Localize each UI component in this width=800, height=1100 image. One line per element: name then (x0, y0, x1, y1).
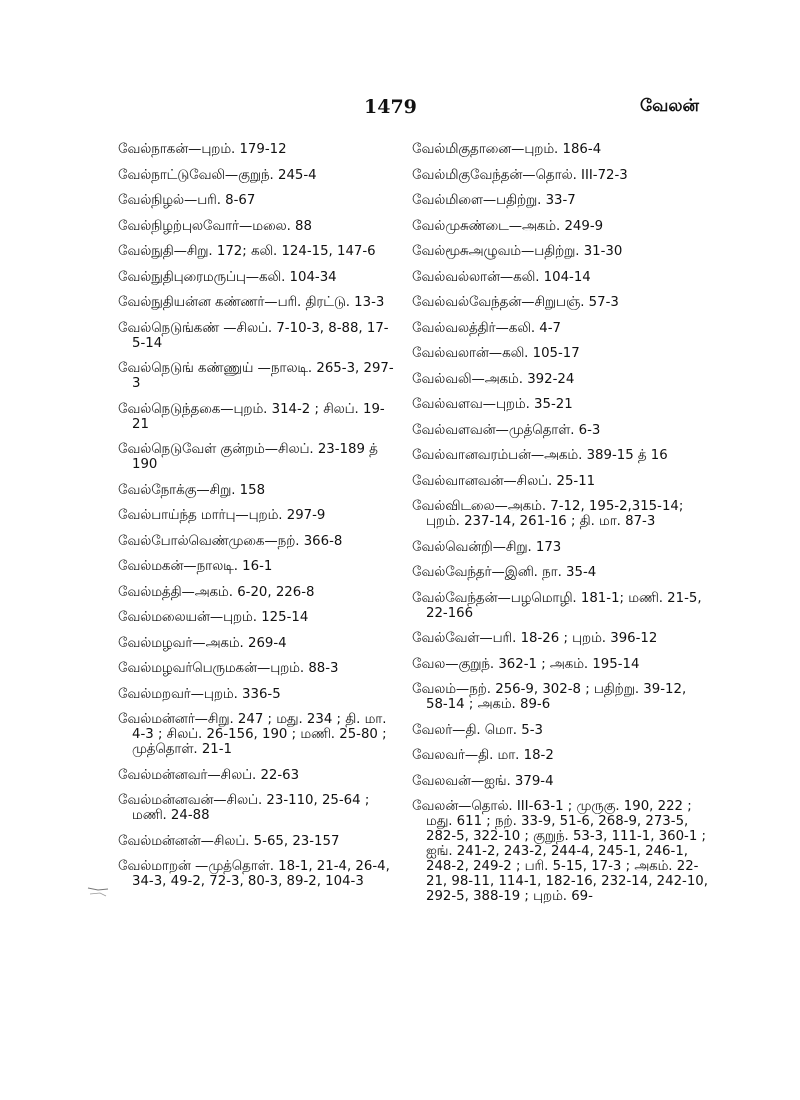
index-entry: வேல்விடலை—அகம். 7-12, 195-2,315-14; புறம். 237-14, 261-16 ; தி. மா. 87-3 (412, 499, 684, 529)
index-entry: வேல்மன்னன்—சிலப். 5-65, 23-157 (118, 833, 340, 849)
index-entry: வேல்மழவர்—அகம். 269-4 (118, 635, 287, 651)
index-entry: வேல்மிகுவேந்தன்—தொல். III-72-3 (412, 167, 628, 183)
left-column (118, 142, 400, 900)
index-entry: வேல்வானவரம்பன்—அகம். 389-15 த் 16 (412, 448, 668, 463)
guide-word: வேலன் (640, 96, 699, 116)
index-entry: வேலன்—தொல். III-63-1 ; முருகு. 190, 222 ; மது. 611 ; நற். 33-9, 51-6, 268-9, 273-5, 282-5, 322-10 ; குறுந். 53-3, 111-1, 360-1 ; ஐங். 241-2, 243-2, 244-4, 245-1, 246-1, 248-2, 249-2 ; பரி. 5-15, 17-3 ; அகம். 22-21, 98-11, 114-1, 182-16, 232-14, 242-10, 292-5, 388-19 ; புறம். 69- (412, 799, 708, 904)
pencil-mark (86, 880, 112, 902)
index-entry: வேல்மன்னவர்—சிலப். 22-63 (118, 767, 300, 783)
index-entry: வேல்மிளை—பதிற்று. 33-7 (412, 193, 576, 208)
index-entry: வேல்நெடுங் கண்ணுய் —நாலடி. 265-3, 297-3 (118, 361, 394, 391)
index-entry: வேல்வலான்—கலி. 105-17 (412, 346, 580, 361)
index-entry: வேல்போல்வெண்முகை—நற். 366-8 (118, 533, 343, 549)
index-entry: வேல்நாட்டுவேலி—குறுந். 245-4 (118, 167, 317, 183)
index-entry: வேலவன்—ஐங். 379-4 (412, 773, 554, 789)
index-entry: வேல்வளவன்—முத்தொள். 6-3 (412, 422, 601, 438)
index-entry: வேலர்—தி. மொ. 5-3 (412, 722, 543, 738)
index-entry: வேல்நெடுந்தகை—புறம். 314-2 ; சிலப். 19-21 (118, 401, 385, 432)
index-entry: வேல்நோக்கு—சிறு. 158 (118, 482, 266, 498)
index-entry: வேல்வளவ—புறம். 35-21 (412, 397, 573, 412)
index-entry: வேல்மழவர்பெருமகன்—புறம். 88-3 (118, 661, 339, 676)
index-entry: வேலவர்—தி. மா. 18-2 (412, 748, 554, 763)
index-entry: வேல்மறவர்—புறம். 336-5 (118, 686, 281, 702)
index-entry: வேல்வேள்—பரி. 18-26 ; புறம். 396-12 (412, 631, 658, 646)
index-entry: வேல்மலையன்—புறம். 125-14 (118, 610, 309, 625)
right-column (412, 142, 712, 915)
index-entry: வேல்நிழல்—பரி. 8-67 (118, 193, 256, 208)
index-entry: வேல்மகன்—நாலடி. 16-1 (118, 559, 273, 574)
index-entry: வேல்நாகன்—புறம். 179-12 (118, 142, 287, 157)
index-entry: வேல்வலத்திர்—கலி. 4-7 (412, 320, 561, 336)
index-entry: வேல்நெடுவேள் குன்றம்—சிலப். 23-189 த் 190 (118, 442, 378, 472)
index-entry: வேல்வலி—அகம். 392-24 (412, 371, 575, 387)
index-entry: வேல்வல்லான்—கலி. 104-14 (412, 269, 591, 285)
index-entry: வேல்வானவன்—சிலப். 25-11 (412, 473, 596, 489)
index-entry: வேல்நெடுங்கண் —சிலப். 7-10-3, 8-88, 17-5-14 (118, 320, 389, 351)
index-entry: வேலம்—நற். 256-9, 302-8 ; பதிற்று. 39-12, 58-14 ; அகம். 89-6 (412, 682, 687, 712)
page-number: 1479 (364, 96, 417, 118)
index-entry: வேல்வேந்தன்—பழமொழி. 181-1; மணி. 21-5, 22-166 (412, 590, 702, 621)
index-entry: வேல்வேந்தர்—இனி. நா. 35-4 (412, 565, 597, 580)
index-entry: வேல்நுதியன்ன கண்ணர்—பரி. திரட்டு. 13-3 (118, 295, 385, 310)
index-entry: வேல்வென்றி—சிறு. 173 (412, 539, 562, 555)
index-entry: வேல்நுதிபுரைமருப்பு—கலி. 104-34 (118, 269, 337, 285)
index-entry: வேல்மன்னர்—சிறு. 247 ; மது. 234 ; தி. மா. 4-3 ; சிலப். 26-156, 190 ; மணி. 25-80 ; முத்தொள். 21-1 (118, 712, 387, 757)
index-entry: வேல்நிழற்புலவோர்—மலை. 88 (118, 218, 312, 234)
index-entry: வேல்பாய்ந்த மார்பு—புறம். 297-9 (118, 508, 326, 523)
index-entry: வேல்மாறன் —முத்தொள். 18-1, 21-4, 26-4, 34-3, 49-2, 72-3, 80-3, 89-2, 104-3 (118, 859, 390, 889)
index-entry: வேல்மத்தி—அகம். 6-20, 226-8 (118, 584, 315, 600)
index-entry: வேல—குறுந். 362-1 ; அகம். 195-14 (412, 656, 640, 672)
index-entry: வேல்வல்வேந்தன்—சிறுபஞ். 57-3 (412, 295, 619, 310)
index-entry: வேல்மிகுதானை—புறம். 186-4 (412, 142, 602, 157)
index-entry: வேல்நுதி—சிறு. 172; கலி. 124-15, 147-6 (118, 244, 376, 259)
index-entry: வேல்மூசுஅழுவம்—பதிற்று. 31-30 (412, 244, 623, 259)
index-entry: வேல்முசுண்டை—அகம். 249-9 (412, 218, 604, 234)
index-entry: வேல்மன்னவன்—சிலப். 23-110, 25-64 ; மணி. 24-88 (118, 793, 370, 823)
